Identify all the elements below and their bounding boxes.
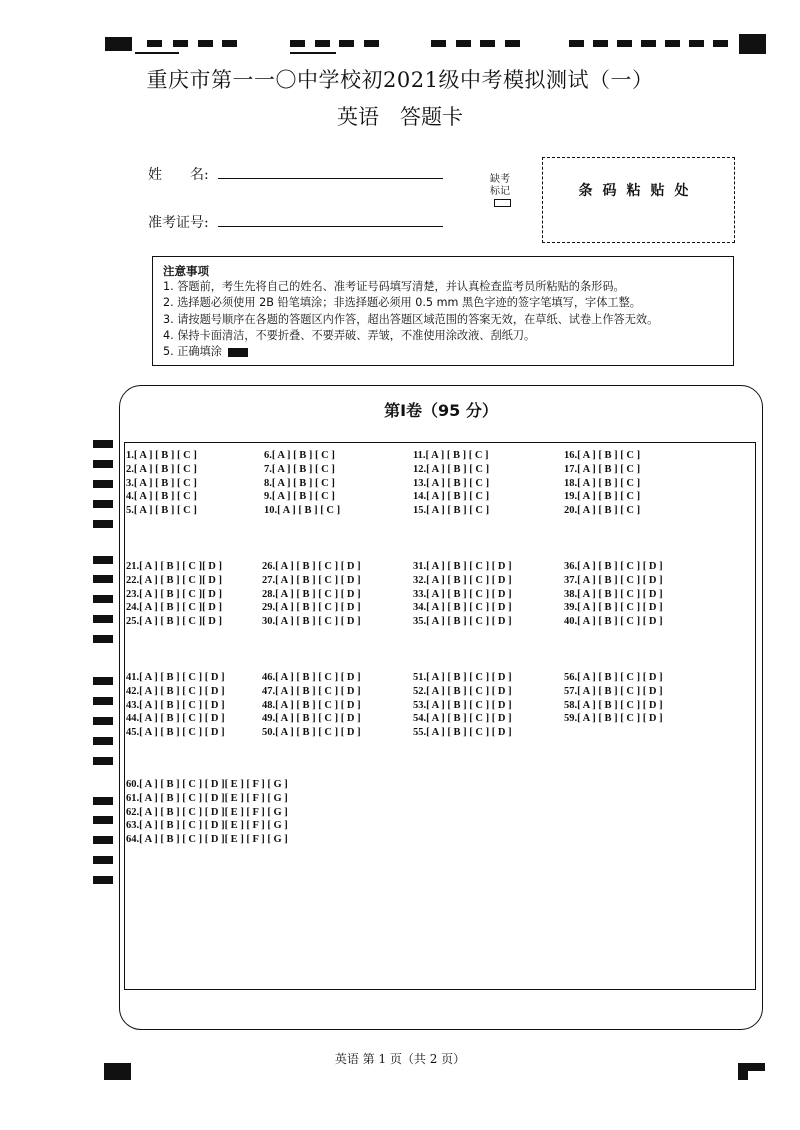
notice-item: 1. 答题前，考生先将自己的姓名、准考证号码填写清楚，并认真检查监考员所粘贴的条形码。 <box>163 280 625 294</box>
absent-mark-box[interactable] <box>494 199 511 207</box>
question-block-60-64[interactable]: 60.[ A ] [ B ] [ C ] [ D ][ E ] [ F ] [ G ] 61.[ A ] [ B ] [ C ] [ D ][ E ] [ F ] [ G ] 62.[ A ] [ B ] [ C ] [ D ][ E ] [ F ] [ G ] 63.[ A ] [ B ] [ C ] [ D ][ E ] [ F ] [ G ] 64.[ A ] [ B ] [ C ] [ D ][ E ] [ F ] [ G ] <box>126 779 288 846</box>
corner-mark-bottom-left <box>104 1063 131 1080</box>
corner-mark-bottom-right-stem <box>738 1063 748 1080</box>
question-block-26-30[interactable]: 26.[ A ] [ B ] [ C ] [ D ] 27.[ A ] [ B ] [ C ] [ D ] 28.[ A ] [ B ] [ C ] [ D ] 29.[ A ] [ B ] [ C ] [ D ] 30.[ A ] [ B ] [ C ] [ D ] <box>262 561 361 628</box>
sheet-subtitle: 英语 答题卡 <box>337 105 463 129</box>
page-footer: 英语 第 1 页（共 2 页） <box>334 1052 466 1066</box>
question-block-36-40[interactable]: 36.[ A ] [ B ] [ C ] [ D ] 37.[ A ] [ B ] [ C ] [ D ] 38.[ A ] [ B ] [ C ] [ D ] 39.[ A ] [ B ] [ C ] [ D ] 40.[ A ] [ B ] [ C ] [ D ] <box>564 561 663 628</box>
fill-sample-mark <box>228 348 248 357</box>
question-block-11-15[interactable]: 11.[ A ] [ B ] [ C ] 12.[ A ] [ B ] [ C ] 13.[ A ] [ B ] [ C ] 14.[ A ] [ B ] [ C ] 15.[ A ] [ B ] [ C ] <box>413 450 490 517</box>
name-label: 姓 名: <box>148 167 209 183</box>
barcode-area <box>542 157 735 243</box>
barcode-label: 条码粘贴处 <box>578 183 699 199</box>
absent-mark-label: 缺考标记 <box>490 174 510 197</box>
notice-item-label: 5. 正确填涂 <box>163 345 222 359</box>
question-block-46-50[interactable]: 46.[ A ] [ B ] [ C ] [ D ] 47.[ A ] [ B ] [ C ] [ D ] 48.[ A ] [ B ] [ C ] [ D ] 49.[ A ] [ B ] [ C ] [ D ] 50.[ A ] [ B ] [ C ] [ D ] <box>262 672 361 739</box>
notice-item-fill <box>163 344 723 360</box>
notice-box <box>152 256 734 366</box>
question-block-31-35[interactable]: 31.[ A ] [ B ] [ C ] [ D ] 32.[ A ] [ B ] [ C ] [ D ] 33.[ A ] [ B ] [ C ] [ D ] 34.[ A ] [ B ] [ C ] [ D ] 35.[ A ] [ B ] [ C ] [ D ] <box>413 561 512 628</box>
name-field[interactable] <box>218 178 443 179</box>
notice-item: 4. 保持卡面清洁，不要折叠、不要弄破、弄皱，不准使用涂改液、刮纸刀。 <box>163 328 536 342</box>
question-block-21-25[interactable]: 21.[ A ] [ B ] [ C ][ D ] 22.[ A ] [ B ] [ C ][ D ] 23.[ A ] [ B ] [ C ][ D ] 24.[ A ] [ B ] [ C ][ D ] 25.[ A ] [ B ] [ C ][ D ] <box>126 561 222 628</box>
question-block-56-59[interactable]: 56.[ A ] [ B ] [ C ] [ D ] 57.[ A ] [ B ] [ C ] [ D ] 58.[ A ] [ B ] [ C ] [ D ] 59.[ A ] [ B ] [ C ] [ D ] <box>564 672 663 725</box>
question-block-16-20[interactable]: 16.[ A ] [ B ] [ C ] 17.[ A ] [ B ] [ C ] 18.[ A ] [ B ] [ C ] 19.[ A ] [ B ] [ C ] 20.[ A ] [ B ] [ C ] <box>564 450 641 517</box>
exam-id-label: 准考证号: <box>148 215 209 231</box>
notice-heading: 注意事项 <box>163 264 209 278</box>
question-block-6-10[interactable]: 6.[ A ] [ B ] [ C ] 7.[ A ] [ B ] [ C ] 8.[ A ] [ B ] [ C ] 9.[ A ] [ B ] [ C ] 10.[ A ] [ B ] [ C ] <box>264 450 341 517</box>
sheet-title: 重庆市第一一〇中学校初2021级中考模拟测试（一） <box>146 68 654 92</box>
exam-id-field[interactable] <box>218 226 443 227</box>
notice-item: 2. 选择题必须使用 2B 铅笔填涂；非选择题必须用 0.5 mm 黑色字迹的签字笔填写，字体工整。 <box>163 296 641 310</box>
notice-item: 3. 请按题号顺序在各题的答题区内作答，超出答题区域范围的答案无效，在草纸、试卷上作答无效。 <box>163 312 659 326</box>
question-block-51-55[interactable]: 51.[ A ] [ B ] [ C ] [ D ] 52.[ A ] [ B ] [ C ] [ D ] 53.[ A ] [ B ] [ C ] [ D ] 54.[ A ] [ B ] [ C ] [ D ] 55.[ A ] [ B ] [ C ] [ D ] <box>413 672 512 739</box>
question-block-1-5[interactable]: 1.[ A ] [ B ] [ C ] 2.[ A ] [ B ] [ C ] 3.[ A ] [ B ] [ C ] 4.[ A ] [ B ] [ C ] 5.[ A ] [ B ] [ C ] <box>126 450 197 517</box>
question-block-41-45[interactable]: 41.[ A ] [ B ] [ C ] [ D ] 42.[ A ] [ B ] [ C ] [ D ] 43.[ A ] [ B ] [ C ] [ D ] 44.[ A ] [ B ] [ C ] [ D ] 45.[ A ] [ B ] [ C ] [ D ] <box>126 672 225 739</box>
section-title: 第Ⅰ卷（95 分） <box>384 401 498 420</box>
